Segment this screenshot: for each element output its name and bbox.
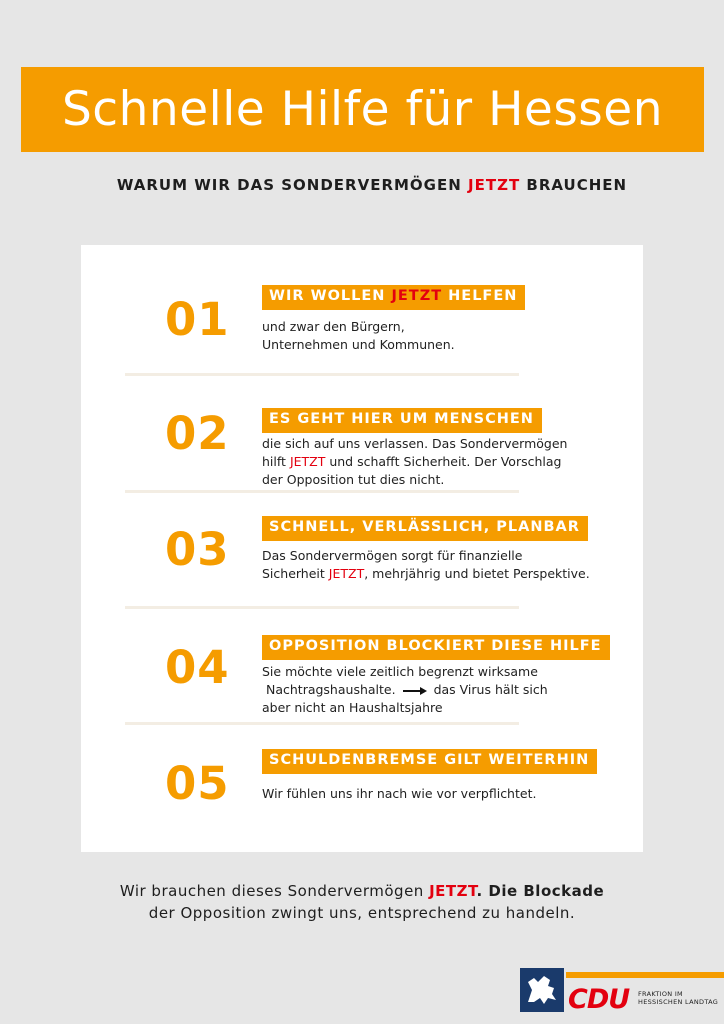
item-number: 01: [165, 293, 230, 346]
desc-line: die sich auf uns verlassen. Das Sondervermögen: [262, 436, 568, 451]
desc-text-end: das Virus hält sich: [433, 682, 548, 697]
item-number: 05: [165, 757, 230, 810]
footer-line: der Opposition zwingt uns, entsprechend zu handeln.: [148, 904, 576, 922]
title-banner: [21, 67, 704, 152]
desc-text-end: und schafft Sicherheit. Der Vorschlag: [325, 454, 562, 469]
desc-line: der Opposition tut dies nicht.: [262, 472, 445, 487]
logo-sub-line: HESSISCHEN LANDTAG: [638, 998, 719, 1006]
desc-line: Unternehmen und Kommunen.: [262, 337, 455, 352]
item-number: 04: [165, 641, 230, 694]
desc-line: und zwar den Bürgern,: [262, 319, 405, 334]
desc-line: Wir fühlen uns ihr nach wie vor verpflichtet.: [262, 786, 537, 801]
desc-text: hilft: [262, 454, 290, 469]
desc-line: aber nicht an Haushaltsjahre: [262, 700, 443, 715]
divider: [125, 373, 519, 376]
divider: [125, 606, 519, 609]
item-description: [262, 318, 622, 354]
footer-text: Wir brauchen dieses Sondervermögen: [119, 882, 430, 900]
subtitle: [0, 176, 724, 194]
hessen-lion-icon: [520, 968, 564, 1012]
subtitle-text-end: BRAUCHEN: [520, 176, 628, 194]
cdu-logo: [520, 968, 724, 1024]
footer-text-end: . Die Blockade: [476, 882, 605, 900]
desc-highlight: JETZT: [289, 454, 326, 469]
item-description: [262, 785, 622, 803]
desc-line: Das Sondervermögen sorgt für finanzielle: [262, 548, 523, 563]
desc-line: Sie möchte viele zeitlich begrenzt wirksame: [262, 664, 538, 679]
subtitle-highlight: JETZT: [468, 176, 521, 194]
divider: [125, 490, 519, 493]
item-label: SCHULDENBREMSE GILT WEITERHIN: [262, 749, 597, 774]
footer-line: [0, 880, 724, 902]
label-text-end: HELFEN: [442, 288, 518, 304]
divider: [125, 722, 519, 725]
content-card: [81, 245, 643, 852]
desc-text-end: , mehrjährig und bietet Perspektive.: [364, 566, 590, 581]
label-highlight: JETZT: [391, 288, 443, 304]
footer-highlight: JETZT: [429, 882, 477, 900]
page-title: Schnelle Hilfe für Hessen: [61, 82, 664, 137]
label-text: WIR WOLLEN: [269, 288, 392, 304]
item-label: [262, 285, 525, 310]
logo-brand: CDU: [568, 984, 630, 1015]
item-description: [262, 435, 622, 489]
item-description: [262, 547, 622, 583]
footer-statement: [0, 880, 724, 924]
desc-highlight: JETZT: [328, 566, 365, 581]
desc-line: [262, 681, 622, 699]
desc-line: [262, 565, 622, 583]
item-label: ES GEHT HIER UM MENSCHEN: [262, 408, 542, 433]
item-number: 02: [165, 407, 230, 460]
desc-text: Sicherheit: [262, 566, 329, 581]
desc-text: Nachtragshaushalte.: [265, 682, 396, 697]
logo-subtitle: [638, 990, 724, 1006]
logo-stripe: [566, 972, 724, 978]
item-label: SCHNELL, VERLÄSSLICH, PLANBAR: [262, 516, 588, 541]
item-description: [262, 663, 622, 717]
subtitle-text: WARUM WIR DAS SONDERVERMÖGEN: [116, 176, 469, 194]
desc-line: [262, 453, 622, 471]
arrow-right-icon: [402, 686, 428, 696]
logo-sub-line: FRAKTION IM: [638, 990, 683, 998]
item-number: 03: [165, 523, 230, 576]
item-label: OPPOSITION BLOCKIERT DIESE HILFE: [262, 635, 610, 660]
